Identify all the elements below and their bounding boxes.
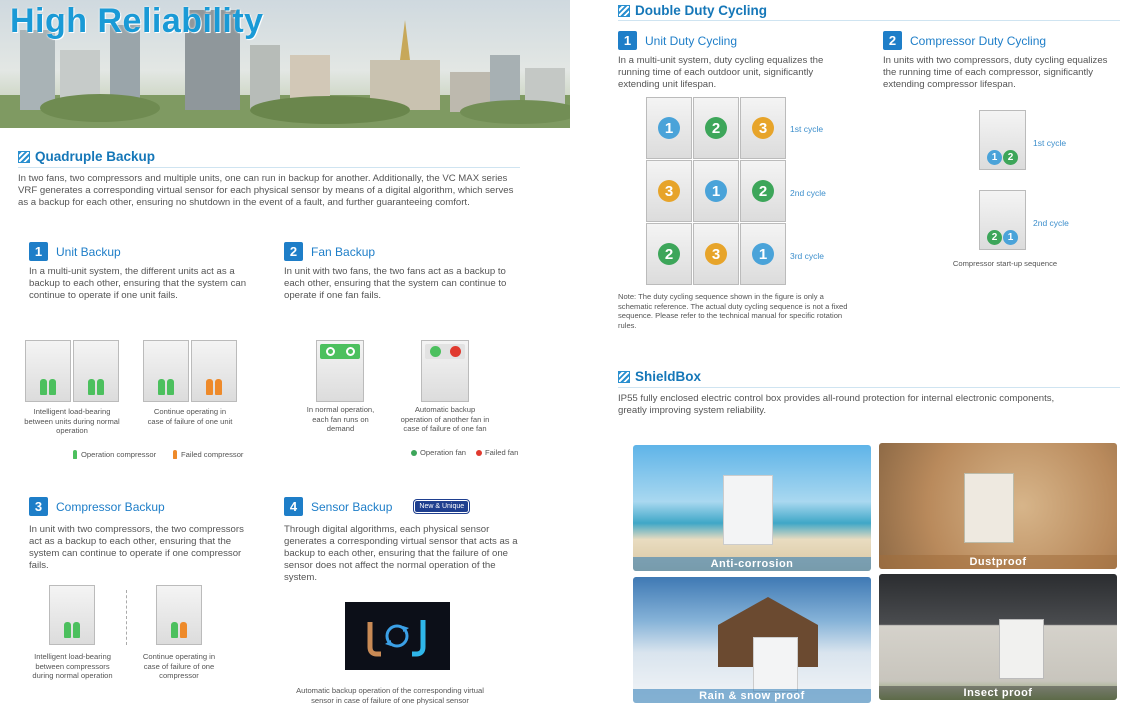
compressor-unit-failure bbox=[156, 585, 202, 645]
shieldbox-title: ShieldBox bbox=[618, 369, 701, 384]
unit-cycle-diagram bbox=[646, 97, 786, 287]
unit-backup-heading: 1 Unit Backup bbox=[29, 242, 121, 261]
section-marker-icon bbox=[618, 371, 630, 383]
compressor-cycle-label-1: 1st cycle bbox=[1033, 138, 1067, 148]
unit-duty-cycling-text: In a multi-unit system, duty cycling equalizes the running time of each outdoor unit, significantly extending unit lifespan. bbox=[618, 55, 824, 90]
outdoor-unit bbox=[646, 223, 692, 285]
unit-backup-caption-normal: Intelligent load-bearing between units during normal operation bbox=[24, 407, 120, 435]
sequence-number: 2 bbox=[658, 243, 680, 265]
cycle-row bbox=[646, 160, 786, 222]
outdoor-unit bbox=[693, 223, 739, 285]
cycle-label-2: 2nd cycle bbox=[790, 188, 826, 198]
outdoor-unit bbox=[646, 97, 692, 159]
compressor-backup-text: In unit with two compressors, the two compressors act as a backup to each other, ensuring that the system can continue to operate if one compressor fails. bbox=[29, 524, 244, 571]
outdoor-unit bbox=[740, 97, 786, 159]
sequence-number: 3 bbox=[752, 117, 774, 139]
sequence-number: 1 bbox=[658, 117, 680, 139]
sensor-backup-icon bbox=[345, 602, 450, 670]
insect-proof-tile: Insect proof bbox=[879, 574, 1117, 700]
unit-duty-cycling-heading: 1 Unit Duty Cycling bbox=[618, 31, 737, 50]
sensor-backup-text: Through digital algorithms, each physical sensor generates a corresponding virtual sensor that acts as a backup to each other, ensuring that the failure of one sensor does not affect the normal operation of the system. bbox=[284, 524, 518, 583]
legend-failed-compressor: Failed compressor bbox=[172, 450, 243, 460]
outdoor-unit bbox=[740, 223, 786, 285]
unit-pair-failure bbox=[143, 340, 237, 402]
sensor-backup-heading: 4 Sensor Backup New & Unique bbox=[284, 497, 469, 516]
anti-corrosion-tile: Anti-corrosion bbox=[633, 445, 871, 571]
divider bbox=[126, 590, 127, 645]
fan-backup-caption-failure: Automatic backup operation of another fan in case of failure of one fan bbox=[400, 405, 490, 433]
page-title: High Reliability bbox=[10, 2, 264, 40]
rain-snow-proof-tile: Rain & snow proof bbox=[633, 577, 871, 703]
fan-unit-normal bbox=[316, 340, 364, 402]
section-divider bbox=[618, 20, 1120, 21]
sequence-number: 1 bbox=[705, 180, 727, 202]
compressor-duty-cycling-text: In units with two compressors, duty cycling equalizes the running time of each compressor, significantly extending compressor lifespan. bbox=[883, 55, 1108, 90]
legend-operation-fan: Operation fan bbox=[411, 448, 466, 458]
duty-cycling-note: Note: The duty cycling sequence shown in the figure is only a schematic reference. The actual duty cycling sequence is not a fixed sequence. Please refer to the technical manual for specific rotation rules. bbox=[618, 292, 848, 330]
section-marker-icon bbox=[18, 151, 30, 163]
double-duty-cycling-title: Double Duty Cycling bbox=[618, 3, 767, 18]
outdoor-unit bbox=[646, 160, 692, 222]
legend-failed-fan: Failed fan bbox=[476, 448, 518, 458]
dustproof-tile: Dustproof bbox=[879, 443, 1117, 569]
sequence-number: 2 bbox=[752, 180, 774, 202]
fan-unit-failure bbox=[421, 340, 469, 402]
compressor-backup-heading: 3 Compressor Backup bbox=[29, 497, 165, 516]
hero-banner bbox=[0, 0, 570, 128]
outdoor-unit bbox=[740, 160, 786, 222]
sequence-number: 3 bbox=[658, 180, 680, 202]
sensor-backup-caption: Automatic backup operation of the corresponding virtual sensor in case of failure of one physical sensor bbox=[296, 686, 484, 705]
compressor-backup-caption-failure: Continue operating in case of failure of one compressor bbox=[142, 652, 216, 680]
cycle-label-1: 1st cycle bbox=[790, 124, 824, 134]
section-marker-icon bbox=[618, 5, 630, 17]
cycle-label-3: 3rd cycle bbox=[790, 251, 825, 261]
unit-backup-text: In a multi-unit system, the different units act as a backup to each other, ensuring that the system can continue to operate if one unit fails. bbox=[29, 266, 247, 301]
fan-backup-heading: 2 Fan Backup bbox=[284, 242, 375, 261]
cycle-row bbox=[646, 223, 786, 285]
new-unique-badge: New & Unique bbox=[414, 500, 469, 513]
compressor-startup-caption: Compressor start-up sequence bbox=[952, 259, 1058, 268]
unit-pair-normal bbox=[25, 340, 119, 402]
quadruple-backup-title: Quadruple Backup bbox=[18, 149, 155, 164]
compressor-backup-caption-normal: Intelligent load-bearing between compressors during normal operation bbox=[32, 652, 113, 680]
section-divider bbox=[18, 167, 520, 168]
compressor-cycle-unit-1: 1 2 bbox=[979, 110, 1026, 170]
sequence-number: 2 bbox=[705, 117, 727, 139]
legend-operation-compressor: Operation compressor bbox=[72, 450, 156, 460]
unit-backup-caption-failure: Continue operating in case of failure of one unit bbox=[147, 407, 233, 426]
compressor-cycle-unit-2: 2 1 bbox=[979, 190, 1026, 250]
fan-backup-caption-normal: In normal operation, each fan runs on demand bbox=[306, 405, 375, 433]
section-divider bbox=[618, 387, 1120, 388]
outdoor-unit bbox=[693, 97, 739, 159]
fan-backup-text: In unit with two fans, the two fans act as a backup to each other, ensuring that the system can continue to operate if one fan fails. bbox=[284, 266, 507, 301]
compressor-unit-normal bbox=[49, 585, 95, 645]
sequence-number: 3 bbox=[705, 243, 727, 265]
shieldbox-text: IP55 fully enclosed electric control box provides all-round protection for internal electronic components, greatly improving system reliability. bbox=[618, 393, 1055, 416]
sensor-illustration bbox=[345, 602, 450, 670]
sequence-number: 1 bbox=[752, 243, 774, 265]
cycle-row bbox=[646, 97, 786, 159]
compressor-cycle-label-2: 2nd cycle bbox=[1033, 218, 1069, 228]
compressor-duty-cycling-heading: 2 Compressor Duty Cycling bbox=[883, 31, 1046, 50]
outdoor-unit bbox=[693, 160, 739, 222]
quadruple-intro: In two fans, two compressors and multiple units, one can run in backup for another. Additionally, the VC MAX series VRF generates a corresponding virtual sensor for each physical sensor by means of a digital algorithm, which serves as a backup for each other, ensuring no shutdown in the event of a fault, and further guaranteeing comfort. bbox=[18, 173, 514, 208]
